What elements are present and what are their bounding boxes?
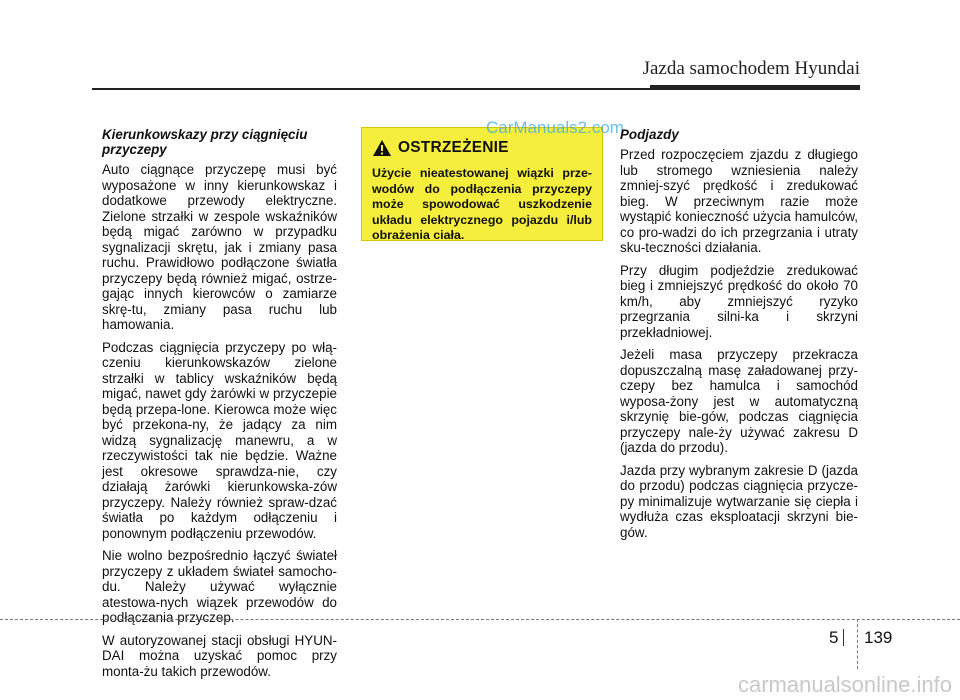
warning-header — [372, 138, 509, 158]
section-heading-hills: Podjazdy — [620, 127, 679, 142]
page-number: 139 — [864, 628, 893, 647]
paragraph: Nie wolno bezpośrednio łączyć świateł przyczepy z układem świateł samocho-du. Należy używać wyłącznie atestowa-nych wiązek przewodów do podłączania przyczep. — [102, 548, 337, 625]
watermark-text: CarManuals2.com — [486, 118, 624, 137]
site-watermark: carmanualsonline.info — [737, 672, 952, 697]
footer-rule — [0, 619, 960, 620]
header-rule-accent — [650, 85, 860, 90]
warning-triangle-icon — [372, 139, 392, 157]
warning-title: OSTRZEŻENIE — [398, 139, 509, 156]
paragraph: Jeżeli masa przyczepy przekracza dopuszczalną masę załadowanej przy-czepy bez hamulca i samochód wyposa-żony jest w automatyczną skrzynię bie-gów, podczas ciągnięcia przyczepy nale-ży używać zakresu D (jazda do przodu). — [620, 347, 858, 455]
page-number-separator — [843, 629, 844, 646]
paragraph: W autoryzowanej stacji obsługi HYUN-DAI można uzyskać pomoc przy monta-żu takich przewodów. — [102, 632, 337, 679]
heading-line-1: Kierunkowskazy przy ciągnięciu — [102, 127, 308, 142]
paragraph: Jazda przy wybranym zakresie D (jazda do przodu) podczas ciągnięcia przycze-py minimalizuje wytwarzanie się ciepła i wydłuża czas eksploatacji skrzyni bie-gów. — [620, 462, 858, 540]
warning-text: Użycie nieatestowanej wiązki prze-wodów do podłączenia przyczepy może spowodować uszkodzenie układu elektrycznego pojazdu i/lub obrażenia ciała. — [372, 166, 592, 242]
heading-line-2: przyczepy — [102, 142, 167, 157]
chapter-number: 5 — [829, 628, 839, 647]
right-column — [620, 127, 858, 547]
section-heading-turn-signals — [102, 127, 337, 157]
header-title: Jazda samochodem Hyundai — [642, 58, 860, 79]
paragraph: Auto ciągnące przyczepę musi być wyposażone w inny kierunkowskaz i dodatkowe przewody elektryczne. Zielone strzałki w zespole wskaźników będą migać zarówno w przypadku sygnalizacji skrętu, jak i zmiany pasa ruchu. Prawidłowo podłączone światła przyczepy będą również migać, ostrze-gając innych kierowców o zamiarze skrę-tu, zmiany pasa ruchu lub hamowania. — [102, 162, 337, 332]
warning-box — [361, 127, 603, 241]
footer-divider — [857, 619, 858, 669]
paragraph: Przy długim podjeździe zredukować bieg i zmniejszyć prędkość do około 70 km/h, aby zmniejszyć ryzyko przegrzania silni-ka i skrzyni przekładniowej. — [620, 262, 858, 340]
left-column — [102, 127, 337, 686]
paragraph: Przed rozpoczęciem zjazdu z długiego lub stromego wzniesienia należy zmniej-szyć prędkość i zredukować bieg. W przeciwnym razie może wystąpić konieczność użycia hamulców, co pro-wadzi do ich przegrzania i utraty sku-teczności działania. — [620, 147, 858, 255]
paragraph: Podczas ciągnięcia przyczepy po włą-czeniu kierunkowskazów zielone strzałki w tablicy wskaźników będą migać, nawet gdy żarówki w przyczepie będą przepa-lone. Kierowca może więc być przekona-ny, że jadący za nim widzą sygnalizację manewru, a w rzeczywistości tak nie będzie. Ważne jest okresowe sprawdza-nie, czy działają żarówki kierunkowska-zów przyczepy. Należy również spraw-dzać światła po każdym odłączeniu i ponownym podłączeniu przewodów. — [102, 339, 337, 541]
